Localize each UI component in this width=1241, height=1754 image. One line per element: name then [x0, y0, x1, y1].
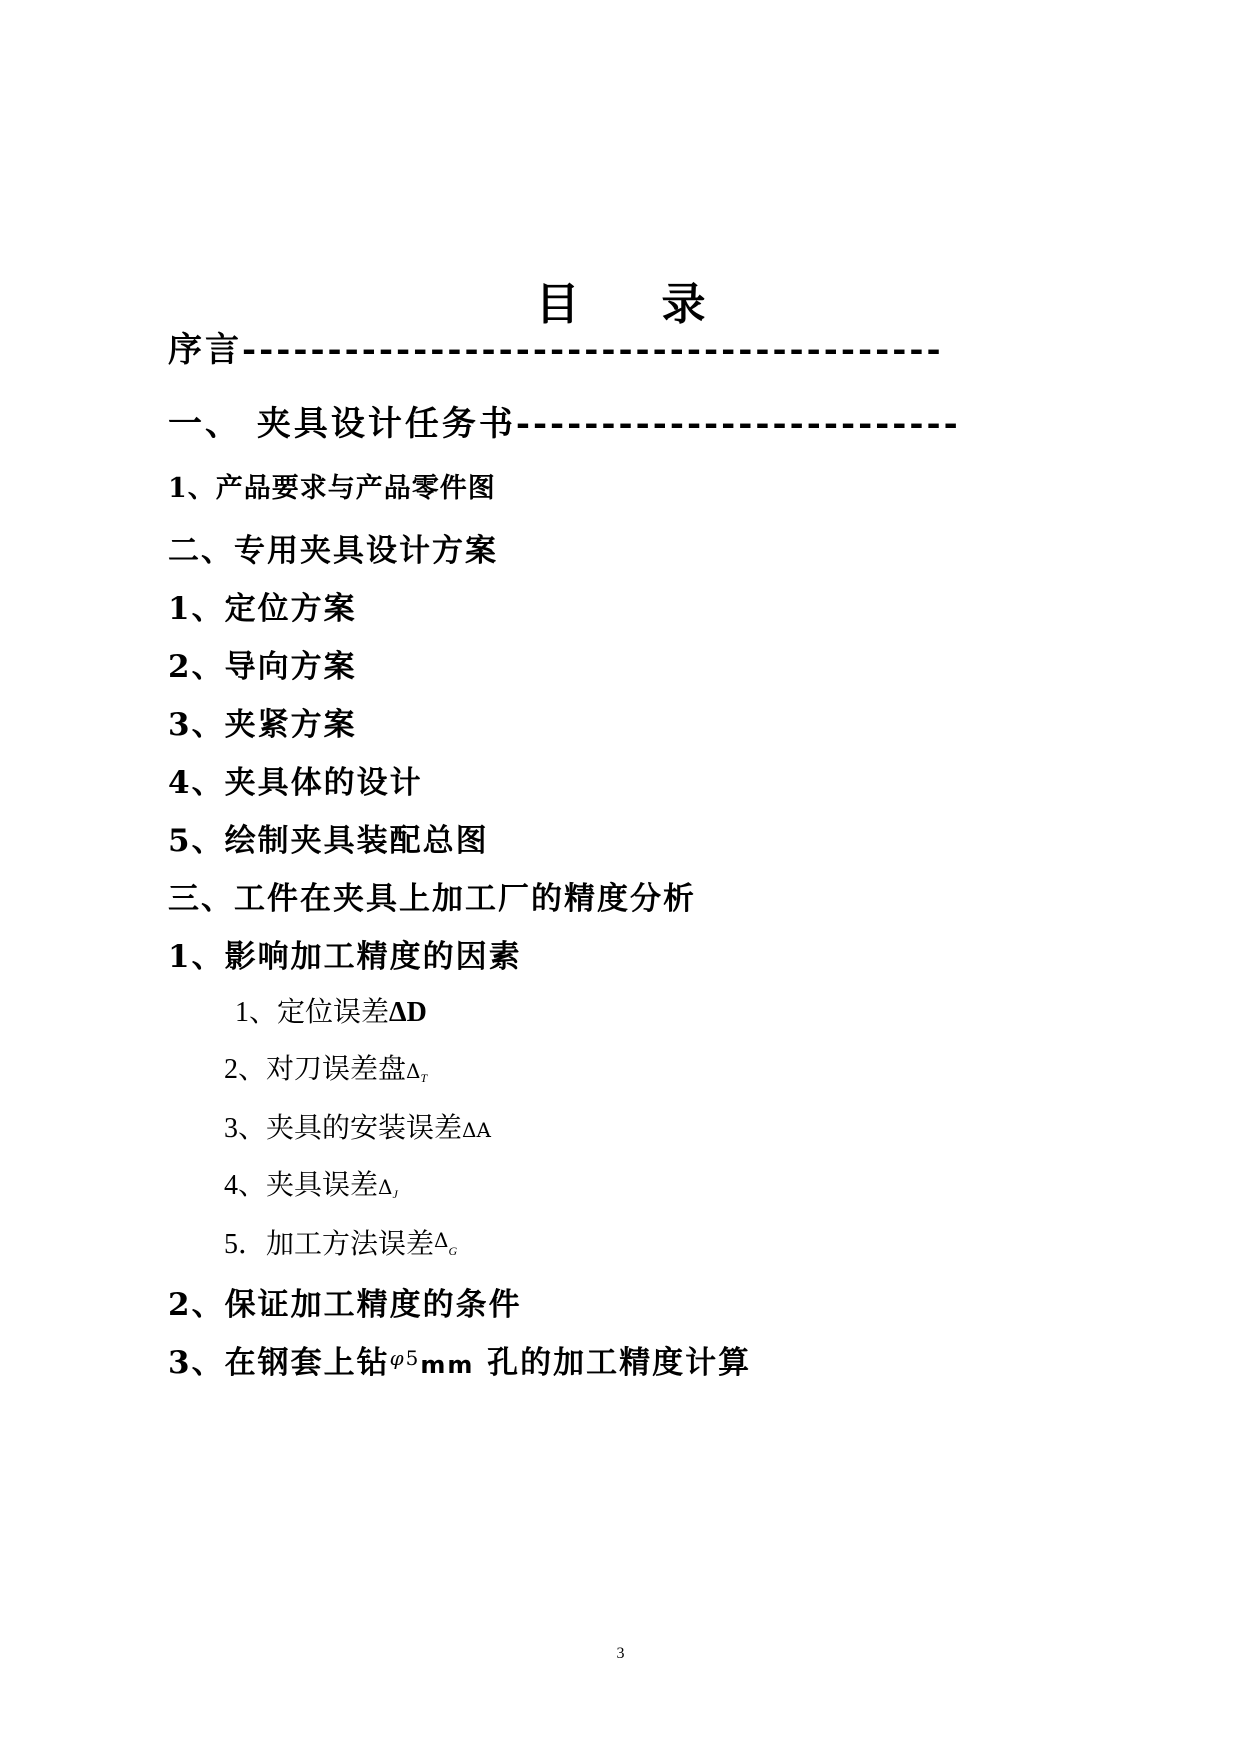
phi-symbol: φ: [389, 1346, 406, 1370]
sub-item-5-label: 5．加工方法误差: [224, 1229, 435, 1260]
sub-item-1-label: 1、定位误差: [235, 997, 390, 1028]
sub-item-4-subscript: J: [392, 1187, 398, 1201]
sub-item-2-subscript: T: [420, 1071, 428, 1085]
toc-section-2[interactable]: 二、专用夹具设计方案: [168, 533, 498, 569]
toc-sub-item-5[interactable]: [224, 1222, 457, 1262]
toc-section-2-item-1[interactable]: 1、定位方案: [168, 591, 357, 627]
toc-section-3-item-1[interactable]: 1、影响加工精度的因素: [168, 939, 522, 975]
sub-item-3-symbol: ΔA: [462, 1118, 491, 1142]
toc-section-2-item-4[interactable]: 4、夹具体的设计: [168, 765, 423, 801]
toc-section-2-item-3[interactable]: 3、夹紧方案: [168, 707, 357, 743]
section-3-item-3-prefix: 3、在钢套上钻: [168, 1345, 390, 1381]
sub-item-2-label: 2、对刀误差盘: [224, 1054, 407, 1085]
sub-item-4-symbol: Δ: [378, 1175, 393, 1199]
sub-item-5-subscript: G: [448, 1244, 458, 1258]
toc-sub-item-4[interactable]: [224, 1163, 398, 1203]
unit-label: mm: [420, 1351, 475, 1379]
sub-item-5-symbol: Δ: [434, 1228, 449, 1252]
toc-section-1[interactable]: 一、 夹具设计任务书--------------------------: [168, 404, 961, 444]
sub-item-3-label: 3、夹具的安装误差: [224, 1113, 463, 1144]
toc-section-2-item-2[interactable]: 2、导向方案: [168, 649, 357, 685]
sub-item-1-symbol: ΔD: [389, 997, 427, 1028]
diameter-value: 5: [405, 1346, 421, 1370]
toc-section-3[interactable]: 三、工件在夹具上加工厂的精度分析: [168, 881, 696, 917]
sub-item-4-label: 4、夹具误差: [224, 1170, 379, 1201]
title-char-2: 录: [661, 279, 706, 330]
toc-section-1-item-1[interactable]: 1、产品要求与产品零件图: [168, 473, 496, 504]
toc-section-2-item-5[interactable]: 5、绘制夹具装配总图: [168, 823, 489, 859]
toc-sub-item-1[interactable]: [235, 990, 427, 1030]
sub-item-2-symbol: Δ: [406, 1059, 421, 1083]
section-3-item-3-suffix: 孔的加工精度计算: [474, 1345, 752, 1381]
title-char-1: 目: [535, 279, 580, 330]
toc-section-3-item-3[interactable]: [168, 1337, 751, 1382]
page-number: 3: [616, 1645, 625, 1662]
toc-section-3-item-2[interactable]: 2、保证加工精度的条件: [168, 1287, 522, 1323]
toc-sub-item-2[interactable]: [224, 1047, 427, 1087]
toc-sub-item-3[interactable]: [224, 1106, 491, 1146]
toc-preface[interactable]: 序言-----------------------------------------: [168, 330, 944, 370]
